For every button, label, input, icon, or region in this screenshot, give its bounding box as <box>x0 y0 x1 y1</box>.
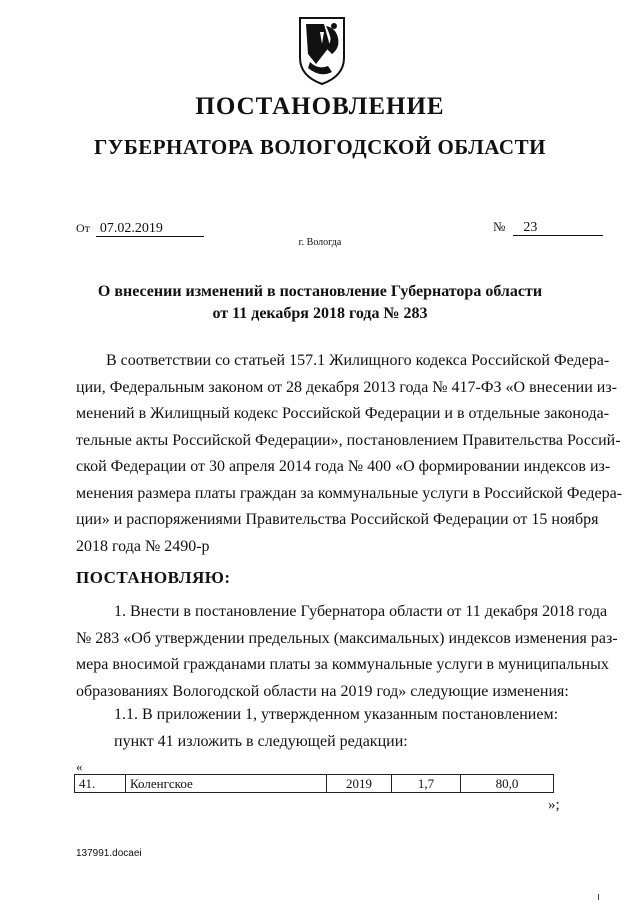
table-row <box>75 775 554 793</box>
paragraph-line: менений в Жилищный кодекс Российской Федерации и в отдельные законода- <box>76 405 610 422</box>
date-value: 07.02.2019 <box>96 221 204 237</box>
item-1-paragraph <box>76 599 618 705</box>
item-1-1-sub: пункт 41 изложить в следующей редакции: <box>114 733 408 750</box>
paragraph-line: мера вносимой гражданами платы за коммунальные услуги в муниципальных <box>76 656 609 673</box>
paragraph-line: менения размера платы граждан за коммунальные услуги в Российской Федера- <box>76 484 623 502</box>
paragraph-line: № 283 «Об утверждении предельных (максимальных) индексов изменения раз- <box>76 629 618 647</box>
paragraph-line: В соответствии со статьей 157.1 Жилищного кодекса Российской Федера- <box>106 352 610 369</box>
cell-index: 1,7 <box>392 775 461 793</box>
document-date <box>76 220 204 237</box>
cell-number: 41. <box>75 775 126 793</box>
paragraph-line: тельные акты Российской Федерации», постановлением Правительства Россий- <box>76 431 621 449</box>
preamble-paragraph <box>76 348 623 560</box>
cell-year: 2019 <box>327 775 392 793</box>
paragraph-line: ции» и распоряжениями Правительства Российской Федерации от 15 ноября <box>76 511 599 528</box>
document-number <box>493 219 603 236</box>
coat-of-arms-emblem <box>296 14 348 86</box>
paragraph-line: ской Федерации от 30 апреля 2014 года № 400 «О формировании индексов из- <box>76 458 611 475</box>
quote-open: « <box>76 759 83 774</box>
paragraph-line: 1. Внести в постановление Губернатора области от 11 декабря 2018 года <box>114 603 608 620</box>
scan-mark <box>598 894 599 900</box>
cell-value: 80,0 <box>461 775 554 793</box>
cell-municipality: Коленгское <box>126 775 327 793</box>
quote-close: »; <box>548 797 560 813</box>
number-value: 23 <box>513 220 603 236</box>
issuer-title: ГУБЕРНАТОРА ВОЛОГОДСКОЙ ОБЛАСТИ <box>94 135 546 159</box>
resolve-heading: ПОСТАНОВЛЯЮ: <box>76 568 231 587</box>
file-reference: 137991.docaei <box>76 848 142 859</box>
item-1-1: 1.1. В приложении 1, утвержденном указанным постановлением: <box>114 706 559 723</box>
paragraph-line: 2018 года № 2490-р <box>76 537 210 555</box>
city-name: г. Вологда <box>298 237 342 248</box>
paragraph-line: ции, Федеральным законом от 28 декабря 2013 года № 417-ФЗ «О внесении из- <box>76 378 618 396</box>
amendment-table <box>74 774 554 793</box>
subject-line: от 11 декабря 2018 года № 283 <box>212 305 428 322</box>
number-label: № <box>493 219 506 234</box>
paragraph-line: образованиях Вологодской области на 2019 год» следующие изменения: <box>76 682 569 700</box>
subject-line: О внесении изменений в постановление Губернатора области <box>97 283 543 300</box>
document-subject <box>0 281 640 325</box>
date-label: От <box>76 221 90 235</box>
document-type-title: ПОСТАНОВЛЕНИЕ <box>195 93 445 120</box>
